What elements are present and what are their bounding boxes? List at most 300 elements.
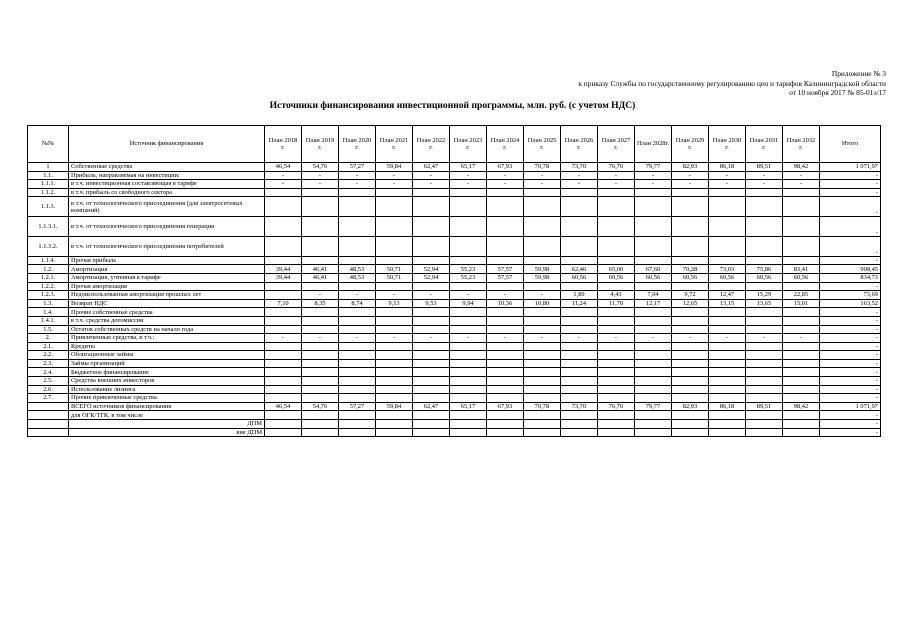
year-value-cell: 11,70 [598,299,635,308]
table-row [28,273,881,282]
row-source-name: в т.ч. от технологического присоединения генерации [69,217,265,237]
year-value-cell [709,316,746,325]
table-row [28,342,881,351]
row-source-name: Амортизация [69,265,265,274]
year-value-cell [746,188,783,197]
row-source-name: Прибыль, направляемая на инвестиции: [69,171,265,180]
year-value-cell: - [302,180,339,189]
year-value-cell [672,359,709,368]
year-value-cell: - [339,171,376,180]
row-number: 1.4. [28,308,69,317]
year-value-cell [487,411,524,420]
year-value-cell [265,282,302,291]
year-value-cell [672,197,709,217]
year-value-cell: 50,71 [376,265,413,274]
year-value-cell: - [672,171,709,180]
row-number: 1.1.3. [28,197,69,217]
year-value-cell: 48,53 [339,273,376,282]
year-value-cell: 57,27 [339,163,376,172]
year-value-cell [635,368,672,377]
year-value-cell [265,342,302,351]
column-header-number: №№ [28,126,69,163]
year-value-cell [450,188,487,197]
year-value-cell: 57,57 [487,273,524,282]
year-value-cell [598,325,635,334]
year-value-cell [376,411,413,420]
year-value-cell [635,428,672,437]
year-value-cell [376,428,413,437]
year-value-cell [524,197,561,217]
year-value-cell [709,256,746,265]
row-source-name: Амортизация, учтенная в тарифе [69,273,265,282]
year-value-cell: - [709,180,746,189]
year-value-cell [339,256,376,265]
year-value-cell [635,197,672,217]
year-value-cell [746,377,783,386]
row-number: 2. [28,334,69,343]
year-value-cell [302,411,339,420]
year-value-cell [413,385,450,394]
year-value-cell [450,385,487,394]
year-value-cell [487,282,524,291]
year-value-cell: 59,84 [376,402,413,411]
year-value-cell: - [265,334,302,343]
row-total-cell: 834,73 [820,273,881,282]
table-row [28,334,881,343]
table-row [28,282,881,291]
row-number: 1.2.3. [28,291,69,300]
year-value-cell [339,282,376,291]
year-value-cell [598,411,635,420]
year-value-cell [783,316,820,325]
year-value-cell: 8,35 [302,299,339,308]
row-source-name: Прочая амортизация [69,282,265,291]
year-value-cell [487,217,524,237]
year-value-cell: - [783,334,820,343]
year-value-cell [561,368,598,377]
year-value-cell: 60,56 [635,273,672,282]
row-total-cell: - [820,180,881,189]
year-value-cell [302,236,339,256]
year-value-cell [672,188,709,197]
year-value-cell: - [339,291,376,300]
column-header-year: План 2032 г. [783,126,820,163]
year-value-cell [672,420,709,429]
table-body [28,163,881,437]
year-value-cell [302,282,339,291]
year-value-cell [265,325,302,334]
year-value-cell [265,217,302,237]
row-source-name: Остаток собственных средств на начало года [69,325,265,334]
year-value-cell [524,377,561,386]
year-value-cell [635,377,672,386]
year-value-cell: 65,00 [598,265,635,274]
year-value-cell [635,394,672,403]
year-value-cell [709,377,746,386]
year-value-cell [450,236,487,256]
year-value-cell [339,197,376,217]
year-value-cell [783,256,820,265]
year-value-cell [783,197,820,217]
year-value-cell [339,385,376,394]
year-value-cell: 59,84 [376,163,413,172]
column-header-year: План 2026 г. [561,126,598,163]
year-value-cell: 7,10 [265,299,302,308]
year-value-cell [302,377,339,386]
year-value-cell [302,351,339,360]
row-total-cell: 73,69 [820,291,881,300]
year-value-cell [598,316,635,325]
year-value-cell: - [487,291,524,300]
row-number: 2.5. [28,377,69,386]
year-value-cell: 73,03 [709,265,746,274]
year-value-cell [413,411,450,420]
year-value-cell: 65,17 [450,163,487,172]
year-value-cell: - [746,171,783,180]
year-value-cell [376,188,413,197]
row-number: 2.1. [28,342,69,351]
year-value-cell [487,325,524,334]
year-value-cell [413,197,450,217]
year-value-cell [635,342,672,351]
year-value-cell: - [450,334,487,343]
year-value-cell [783,394,820,403]
year-value-cell [783,351,820,360]
row-total-cell: - [820,420,881,429]
document-title: Источники финансирования инвестиционной программы, млн. руб. (с учетом НДС) [269,100,636,111]
year-value-cell: - [487,180,524,189]
year-value-cell [635,256,672,265]
year-value-cell [598,351,635,360]
year-value-cell: 79,77 [635,163,672,172]
year-value-cell [524,428,561,437]
row-source-name: Бюджетное финансирование [69,368,265,377]
table-header-row [28,126,881,163]
year-value-cell [265,377,302,386]
year-value-cell [746,394,783,403]
table-row [28,265,881,274]
year-value-cell [450,351,487,360]
row-number: 2.7. [28,394,69,403]
year-value-cell [450,325,487,334]
year-value-cell: 15,01 [783,299,820,308]
year-value-cell [524,308,561,317]
year-value-cell [265,420,302,429]
year-value-cell [302,256,339,265]
year-value-cell [413,351,450,360]
year-value-cell: - [376,334,413,343]
year-value-cell: 60,56 [561,273,598,282]
year-value-cell [376,236,413,256]
year-value-cell [376,282,413,291]
year-value-cell [265,291,302,300]
row-total-cell: - [820,342,881,351]
column-header-total: Итого [820,126,881,163]
year-value-cell [302,428,339,437]
row-total-cell: - [820,394,881,403]
year-value-cell: 62,46 [561,265,598,274]
year-value-cell: - [598,171,635,180]
year-value-cell: 4,43 [598,291,635,300]
year-value-cell [413,188,450,197]
year-value-cell: 9,72 [672,291,709,300]
year-value-cell [376,359,413,368]
year-value-cell [265,394,302,403]
year-value-cell [339,217,376,237]
row-source-name: в т.ч. от технологического присоединения потребителей [69,236,265,256]
year-value-cell [709,359,746,368]
year-value-cell: - [450,180,487,189]
year-value-cell [450,342,487,351]
year-value-cell [561,316,598,325]
year-value-cell [302,217,339,237]
year-value-cell: 11,24 [561,299,598,308]
year-value-cell [709,282,746,291]
row-source-name: Прочая прибыль [69,256,265,265]
year-value-cell: - [672,334,709,343]
row-source-name: ДПМ [69,420,265,429]
year-value-cell [413,428,450,437]
year-value-cell [450,256,487,265]
year-value-cell [487,377,524,386]
year-value-cell [376,342,413,351]
table-row [28,316,881,325]
year-value-cell: 70,78 [524,402,561,411]
column-header-source: Источник финансирования [69,126,265,163]
year-value-cell: 10,36 [487,299,524,308]
year-value-cell [783,411,820,420]
year-value-cell: 82,93 [672,402,709,411]
year-value-cell [746,420,783,429]
year-value-cell [598,197,635,217]
year-value-cell [339,368,376,377]
year-value-cell: - [339,180,376,189]
year-value-cell [302,188,339,197]
column-header-year: План 2031 г. [746,126,783,163]
year-value-cell [487,394,524,403]
year-value-cell: 46,54 [265,163,302,172]
year-value-cell: - [450,171,487,180]
year-value-cell [561,217,598,237]
year-value-cell: - [413,291,450,300]
year-value-cell: - [265,180,302,189]
year-value-cell: - [524,180,561,189]
year-value-cell [265,428,302,437]
year-value-cell [598,420,635,429]
year-value-cell [413,217,450,237]
year-value-cell: 52,94 [413,265,450,274]
year-value-cell [635,411,672,420]
row-number: 1.4.1. [28,316,69,325]
year-value-cell [709,394,746,403]
year-value-cell: - [487,334,524,343]
year-value-cell: 76,70 [598,402,635,411]
column-header-year: План 2019 г. [302,126,339,163]
year-value-cell: 54,76 [302,163,339,172]
table-row [28,411,881,420]
year-value-cell [561,197,598,217]
year-value-cell: 75,86 [746,265,783,274]
row-source-name: Кредиты [69,342,265,351]
year-value-cell [561,325,598,334]
row-source-name: в т.ч. от технологического присоединения (для электросетевых компаний) [69,197,265,217]
year-value-cell [376,308,413,317]
year-value-cell [783,308,820,317]
year-value-cell: 79,77 [635,402,672,411]
column-header-year: План 2027 г. [598,126,635,163]
year-value-cell [487,428,524,437]
year-value-cell [561,385,598,394]
year-value-cell [783,282,820,291]
year-value-cell [598,359,635,368]
year-value-cell [413,420,450,429]
year-value-cell: - [561,334,598,343]
year-value-cell [339,351,376,360]
year-value-cell: 65,17 [450,402,487,411]
year-value-cell [672,236,709,256]
row-number: 2.4. [28,368,69,377]
column-header-year: План 2021 г. [376,126,413,163]
year-value-cell [524,420,561,429]
year-value-cell [450,420,487,429]
year-value-cell: 10,80 [524,299,561,308]
row-total-cell: - [820,428,881,437]
year-value-cell: 9,94 [450,299,487,308]
column-header-year: План 2023 г. [450,126,487,163]
year-value-cell [635,351,672,360]
year-value-cell [635,325,672,334]
year-value-cell [487,359,524,368]
year-value-cell [561,342,598,351]
row-total-cell: - [820,351,881,360]
year-value-cell [598,217,635,237]
year-value-cell [339,411,376,420]
year-value-cell: 98,42 [783,163,820,172]
order-date: от 10 ноября 2017 № 85-01э/17 [789,88,886,98]
year-value-cell: 1,89 [561,291,598,300]
year-value-cell [561,411,598,420]
table-row [28,163,881,172]
year-value-cell [450,197,487,217]
year-value-cell: - [635,171,672,180]
year-value-cell: 46,54 [265,402,302,411]
year-value-cell: 54,76 [302,402,339,411]
year-value-cell [265,316,302,325]
year-value-cell [524,236,561,256]
year-value-cell: - [450,291,487,300]
row-total-cell: - [820,308,881,317]
column-header-year: План 2028г. [635,126,672,163]
row-number: 1.1.4. [28,256,69,265]
year-value-cell [450,359,487,368]
row-number: 1.2. [28,265,69,274]
year-value-cell: - [413,334,450,343]
row-total-cell: - [820,188,881,197]
year-value-cell: 46,41 [302,265,339,274]
year-value-cell [672,394,709,403]
year-value-cell: - [672,180,709,189]
year-value-cell: 13,15 [709,299,746,308]
year-value-cell [561,377,598,386]
table-row [28,325,881,334]
year-value-cell: 55,23 [450,265,487,274]
year-value-cell: 89,51 [746,402,783,411]
year-value-cell: 89,51 [746,163,783,172]
column-header-year: План 2029 г. [672,126,709,163]
year-value-cell [561,188,598,197]
year-value-cell [450,411,487,420]
year-value-cell [783,342,820,351]
year-value-cell [561,351,598,360]
year-value-cell: - [746,180,783,189]
year-value-cell [487,368,524,377]
year-value-cell [487,385,524,394]
year-value-cell [265,411,302,420]
year-value-cell: 12,17 [635,299,672,308]
year-value-cell [561,359,598,368]
year-value-cell [783,385,820,394]
year-value-cell: 76,70 [598,163,635,172]
year-value-cell [302,420,339,429]
year-value-cell [635,308,672,317]
year-value-cell [265,385,302,394]
year-value-cell [746,325,783,334]
row-number [28,411,69,420]
table-row [28,351,881,360]
row-total-cell: - [820,325,881,334]
year-value-cell [783,217,820,237]
year-value-cell [339,188,376,197]
row-number: 2.6. [28,385,69,394]
year-value-cell: 86,18 [709,163,746,172]
year-value-cell: 67,60 [635,265,672,274]
year-value-cell [450,282,487,291]
year-value-cell [561,236,598,256]
table-row [28,217,881,237]
year-value-cell [413,377,450,386]
table-row [28,308,881,317]
year-value-cell [561,428,598,437]
year-value-cell [265,256,302,265]
year-value-cell: - [524,334,561,343]
year-value-cell [672,385,709,394]
year-value-cell: - [524,291,561,300]
year-value-cell [376,197,413,217]
year-value-cell: 60,56 [672,273,709,282]
year-value-cell [302,368,339,377]
year-value-cell [635,359,672,368]
year-value-cell: 73,70 [561,163,598,172]
year-value-cell [783,188,820,197]
year-value-cell [598,342,635,351]
year-value-cell [302,197,339,217]
year-value-cell: - [302,334,339,343]
year-value-cell: 9,13 [376,299,413,308]
row-total-cell: 163,52 [820,299,881,308]
row-number: 1.3. [28,299,69,308]
year-value-cell: 12,47 [709,291,746,300]
year-value-cell [487,308,524,317]
year-value-cell [635,420,672,429]
row-total-cell: - [820,256,881,265]
year-value-cell [672,428,709,437]
table-row [28,428,881,437]
year-value-cell [376,325,413,334]
row-total-cell: - [820,359,881,368]
year-value-cell: 39,44 [265,273,302,282]
year-value-cell: - [376,291,413,300]
table-row [28,359,881,368]
